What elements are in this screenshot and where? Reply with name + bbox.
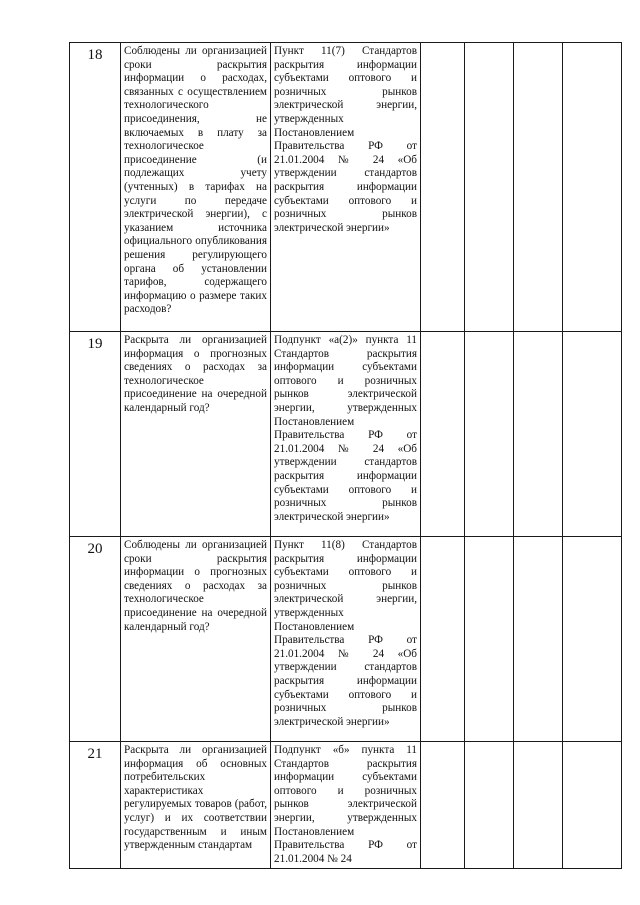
note-cell[interactable] (563, 742, 622, 869)
row-number: 21 (70, 742, 121, 869)
answer-cell[interactable] (465, 742, 514, 869)
answer-cell[interactable] (465, 43, 514, 332)
question-cell: Раскрыта ли организацией информация о прогнозных сведениях о расходах за технологическое присоединение на очередной календарный год? (121, 332, 271, 537)
answer-cell[interactable] (421, 43, 465, 332)
checklist-table (69, 42, 622, 869)
answer-cell[interactable] (465, 537, 514, 742)
answer-cell[interactable] (514, 332, 563, 537)
reference-cell: Подпункт «б» пункта 11 Стандартов раскрытия информации субъектами оптового и розничных рынков электрической энергии, утвержденных Постановлением Правительства РФ от 21.01.2004 № 24 (271, 742, 421, 869)
row-number: 20 (70, 537, 121, 742)
answer-cell[interactable] (514, 537, 563, 742)
note-cell[interactable] (563, 332, 622, 537)
answer-cell[interactable] (421, 537, 465, 742)
row-number: 19 (70, 332, 121, 537)
answer-cell[interactable] (421, 742, 465, 869)
row-number: 18 (70, 43, 121, 332)
answer-cell[interactable] (514, 742, 563, 869)
question-cell: Раскрыта ли организацией информация об основных потребительских характеристиках регулируемых товаров (работ, услуг) и их соответствии государственным и иным утвержденным стандартам (121, 742, 271, 869)
question-cell: Соблюдены ли организацией сроки раскрытия информации о прогнозных сведениях о расходах за технологическое присоединение на очередной календарный год? (121, 537, 271, 742)
table-row (70, 43, 622, 332)
reference-cell: Пункт 11(8) Стандартов раскрытия информации субъектами оптового и розничных рынков электрической энергии, утвержденных Постановлением Правительства РФ от 21.01.2004 № 24 «Об утверждении стандартов раскрытия информации субъектами оптового и розничных рынков электрической энергии» (271, 537, 421, 742)
question-cell: Соблюдены ли организацией сроки раскрытия информации о расходах, связанных с осуществлением технологического присоединения, не включаемых в плату за технологическое присоединение (и подлежащих учету (учтенных) в тарифах на услуги по передаче электрической энергии), с указанием источника официального опубликования решения регулирующего органа об установлении тарифов, содержащего информацию о размере таких расходов? (121, 43, 271, 332)
table-row (70, 332, 622, 537)
answer-cell[interactable] (421, 332, 465, 537)
table-row (70, 537, 622, 742)
answer-cell[interactable] (514, 43, 563, 332)
note-cell[interactable] (563, 43, 622, 332)
table-row (70, 742, 622, 869)
note-cell[interactable] (563, 537, 622, 742)
reference-cell: Подпункт «а(2)» пункта 11 Стандартов раскрытия информации субъектами оптового и розничных рынков электрической энергии, утвержденных Постановлением Правительства РФ от 21.01.2004 № 24 «Об утверждении стандартов раскрытия информации субъектами оптового и розничных рынков электрической энергии» (271, 332, 421, 537)
answer-cell[interactable] (465, 332, 514, 537)
reference-cell: Пункт 11(7) Стандартов раскрытия информации субъектами оптового и розничных рынков электрической энергии, утвержденных Постановлением Правительства РФ от 21.01.2004 № 24 «Об утверждении стандартов раскрытия информации субъектами оптового и розничных рынков электрической энергии» (271, 43, 421, 332)
